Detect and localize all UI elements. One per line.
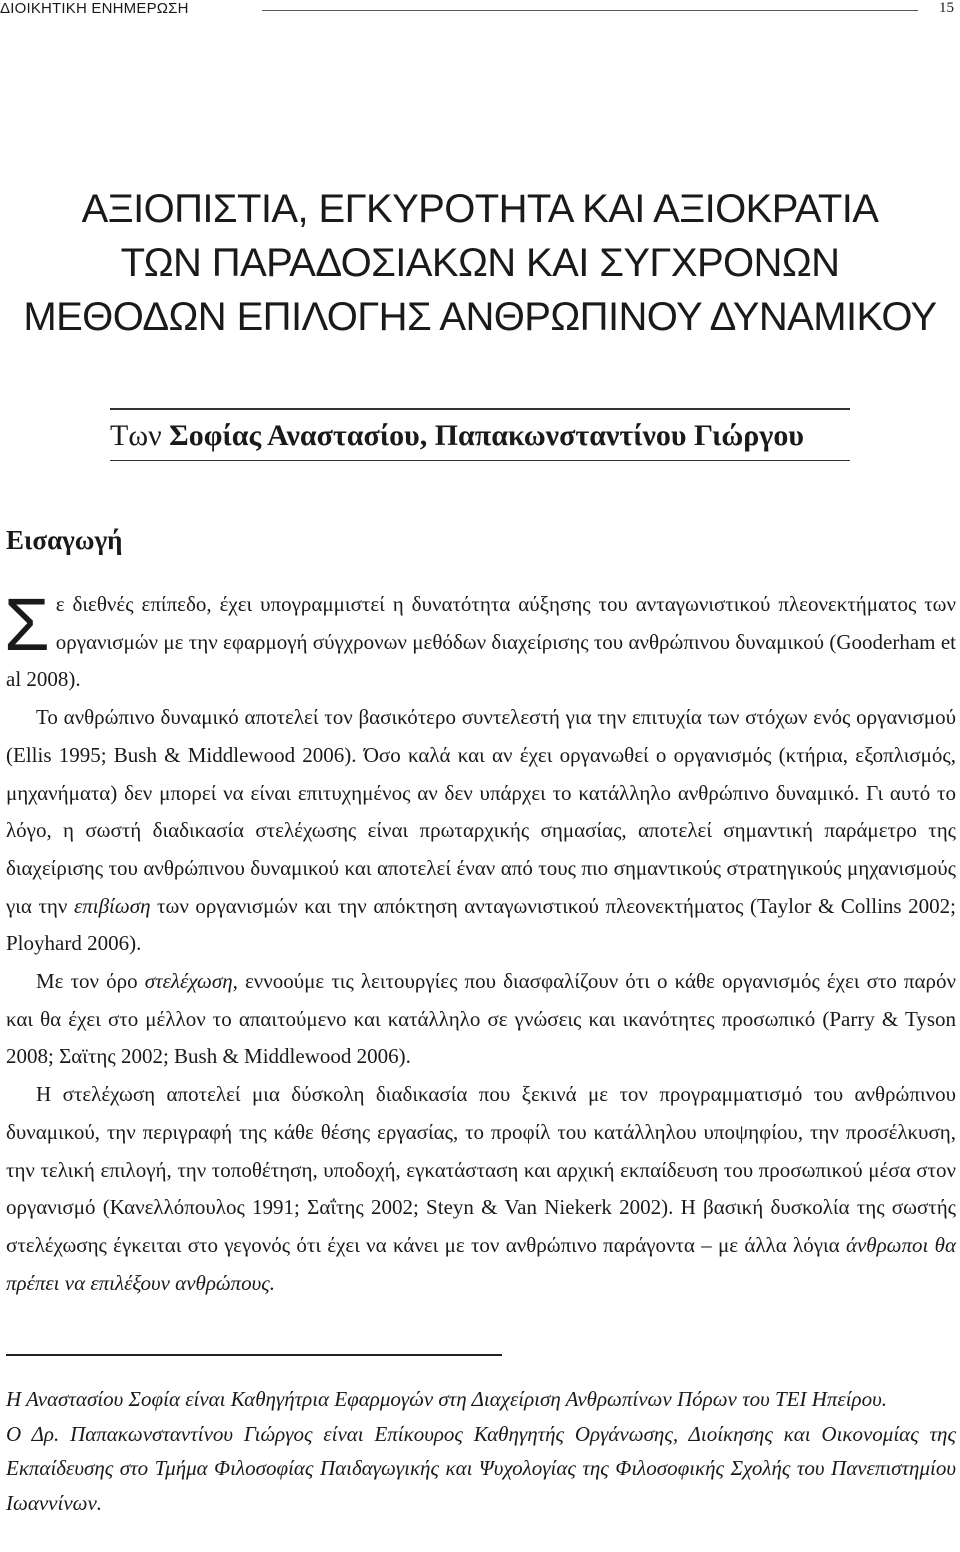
- journal-name: ΔΙΟΙΚΗΤΙΚΗ ΕΝΗΜΕΡΩΣΗ: [0, 0, 189, 17]
- footnote-1: Η Αναστασίου Σοφία είναι Καθηγήτρια Εφαρμογών στη Διαχείριση Ανθρωπίνων Πόρων του ΤΕΙ Ηπείρου.: [6, 1387, 888, 1411]
- title-line-3: ΜΕΘΟΔΩΝ ΕΠΙΛΟΓΗΣ ΑΝΘΡΩΠΙΝΟΥ ΔΥΝΑΜΙΚΟΥ: [23, 295, 937, 339]
- authors-top-rule: [110, 408, 850, 410]
- paragraph-2-emphasis: επιβίωση: [73, 893, 151, 918]
- running-header: [0, 0, 960, 22]
- page-number: 15: [939, 0, 954, 16]
- author-footnotes: [6, 1382, 956, 1520]
- paragraph-3-emphasis: στελέχωση,: [144, 969, 238, 994]
- footnote-2: Ο Δρ. Παπακωνσταντίνου Γιώργος είναι Επίκουρος Καθηγητής Οργάνωσης, Διοίκησης και Οικονομίας της Εκπαίδευσης στο Τμήμα Φιλοσοφίας Παιδαγωγικής και Ψυχολογίας της Φιλοσοφικής Σχολής του Πανεπιστημίου Ιωαννίνων.: [6, 1421, 956, 1515]
- title-line-1: ΑΞΙΟΠΙΣΤΙΑ, ΕΓΚΥΡΟΤΗΤΑ ΚΑΙ ΑΞΙΟΚΡΑΤΙΑ: [81, 187, 879, 231]
- section-heading: Εισαγωγή: [6, 525, 123, 555]
- paragraph-4-text-a: Η στελέχωση αποτελεί μια δύσκολη διαδικασία που ξεκινά με τον προγραμματισμό του ανθρώπινου δυναμικού, την περιγραφή της κάθε θέσης εργασίας, το προφίλ του κατάλληλου υποψηφίου, την προσέλκυση, την τελική επιλογή, την τοποθέτηση, υποδοχή, εγκατάσταση και αρχική εκπαίδευση του προσωπικού μέσα στον οργανισμό (Κανελλόπουλος 1991; Σαΐτης 2002; Steyn & Van Niekerk 2002). Η βασική δυσκολία της σωστής στελέχωσης έγκειται στο γεγονός ότι έχει να κάνει με τον ανθρώπινο παράγοντα – με άλλα λόγια: [6, 1082, 956, 1257]
- paragraph-2-text-b: των οργανισμών και την απόκτηση ανταγωνιστικού πλεονεκτήματος (Taylor & Collins 2002; Ployhard 2006).: [6, 893, 956, 956]
- paragraph-3: [6, 963, 956, 1076]
- paragraph-1-text: ε διεθνές επίπεδο, έχει υπογραμμιστεί η δυνατότητα αύξησης του ανταγωνιστικού πλεονεκτήματος των οργανισμών με την εφαρμογή σύγχρονων μεθόδων διαχείρισης του ανθρώπινου δυναμικού (Gooderham et al 2008).: [6, 592, 956, 692]
- authors-bottom-rule: [110, 460, 850, 461]
- title-line-2: ΤΩΝ ΠΑΡΑΔΟΣΙΑΚΩΝ ΚΑΙ ΣΥΓΧΡΟΝΩΝ: [120, 241, 840, 285]
- header-rule: [262, 10, 918, 11]
- author-line: [110, 416, 850, 456]
- article-title: [0, 182, 960, 344]
- footnote-rule: [6, 1354, 502, 1356]
- paragraph-4-emphasis: άνθρωποι θα πρέπει να επιλέξουν ανθρώπους.: [6, 1232, 956, 1295]
- paragraph-3-text-a: Με τον όρο: [36, 969, 145, 994]
- paragraph-4: [6, 1076, 956, 1302]
- paragraph-2: [6, 699, 956, 963]
- drop-cap: Σ: [4, 583, 50, 666]
- authors-names: Σοφίας Αναστασίου, Παπακωνσταντίνου Γιώργου: [169, 419, 804, 452]
- article-body: [4, 583, 957, 1302]
- paragraph-3-text-b: εννοούμε τις λειτουργίες που διασφαλίζουν ότι ο κάθε οργανισμός έχει στο παρόν και θα έχει στο μέλλον το απαιτούμενο και κατάλληλο σε γνώσεις και ικανότητες προσωπικό (Parry & Tyson 2008; Σαϊτης 2002; Bush & Middlewood 2006).: [6, 969, 957, 1069]
- authors-prefix: Των: [110, 419, 170, 452]
- paragraph-1: [4, 583, 956, 699]
- paragraph-2-text-a: Το ανθρώπινο δυναμικό αποτελεί τον βασικότερο συντελεστή για την επιτυχία των στόχων ενός οργανισμού (Ellis 1995; Bush & Middlewood 2006). Όσο καλά και αν έχει οργανωθεί ο οργανισμός (κτήρια, εξοπλισμός, μηχανήματα) δεν μπορεί να είναι επιτυχημένος αν δεν υπάρχει το κατάλληλο ανθρώπινο δυναμικό. Γι αυτό το λόγο, η σωστή διαδικασία στελέχωσης είναι πρωταρχικής σημασίας, αποτελεί σημαντική παράμετρο της διαχείρισης του ανθρώπινου δυναμικού και αποτελεί έναν από τους πιο σημαντικούς στρατηγικούς μηχανισμούς για την: [6, 705, 956, 918]
